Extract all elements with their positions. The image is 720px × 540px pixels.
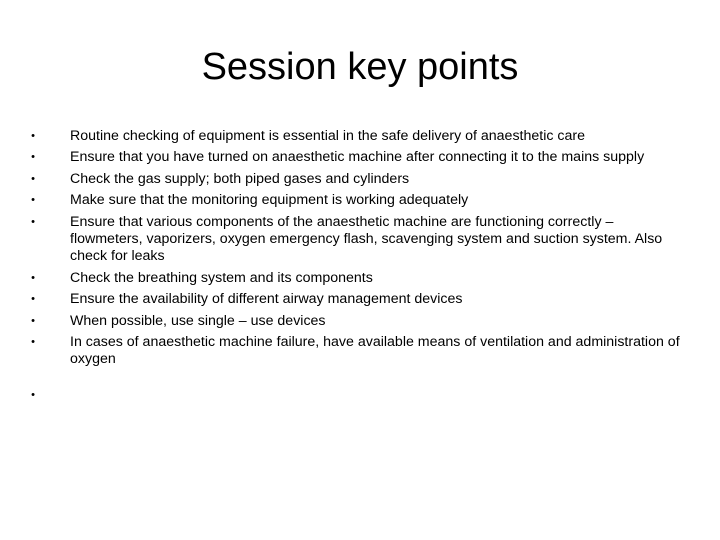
bullet-item bbox=[28, 313, 688, 330]
bullet-icon: • bbox=[31, 314, 35, 327]
bullet-text: Ensure the availability of different airway management devices bbox=[70, 291, 463, 308]
bullet-icon: • bbox=[31, 130, 35, 142]
bullet-icon: • bbox=[31, 388, 35, 401]
bullet-text: When possible, use single – use devices bbox=[70, 312, 326, 329]
bullet-text: Check the breathing system and its components bbox=[70, 269, 373, 286]
bullet-text: Routine checking of equipment is essential in the safe delivery of anaesthetic care bbox=[70, 128, 585, 144]
bullet-icon: • bbox=[31, 215, 35, 228]
bullet-list bbox=[28, 128, 688, 408]
bullet-text: Ensure that you have turned on anaesthetic machine after connecting it to the mains supply bbox=[70, 149, 645, 166]
bullet-item bbox=[28, 149, 688, 166]
bullet-text: Check the gas supply; both piped gases and cylinders bbox=[70, 170, 410, 187]
bullet-item bbox=[28, 128, 688, 145]
bullet-icon: • bbox=[31, 293, 35, 306]
bullet-item bbox=[28, 192, 688, 209]
bullet-icon: • bbox=[31, 194, 35, 207]
bullet-item bbox=[28, 270, 688, 287]
bullet-text: Make sure that the monitoring equipment is working adequately bbox=[70, 192, 469, 209]
bullet-icon: • bbox=[31, 336, 35, 349]
bullet-item bbox=[28, 334, 688, 369]
bullet-item bbox=[28, 214, 688, 266]
bullet-icon: • bbox=[31, 271, 35, 284]
slide-title: Session key points bbox=[201, 46, 519, 88]
bullet-icon: • bbox=[31, 151, 35, 164]
bullet-item bbox=[28, 171, 688, 188]
bullet-text: Ensure that various components of the anaesthetic machine are functioning correctly – flowmeters, vaporizers, oxygen emergency flash, scavenging system and suction system. Also check for leaks bbox=[70, 213, 663, 265]
bullet-item-empty bbox=[28, 387, 688, 404]
bullet-item bbox=[28, 291, 688, 308]
bullet-icon: • bbox=[31, 172, 35, 185]
bullet-text: In cases of anaesthetic machine failure, have available means of ventilation and administration of oxygen bbox=[70, 334, 680, 368]
